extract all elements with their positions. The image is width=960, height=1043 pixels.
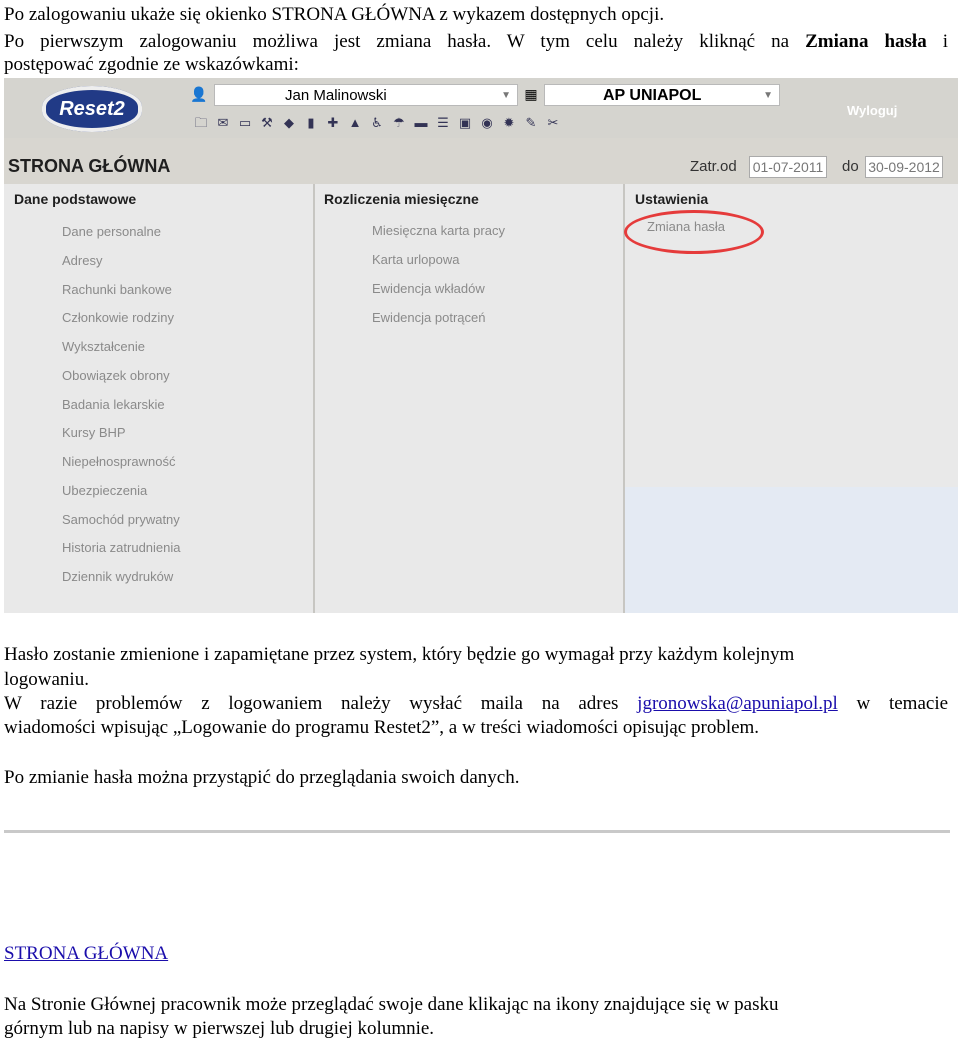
folder-icon[interactable]: 🗀 bbox=[194, 115, 208, 130]
section-heading-link[interactable]: STRONA GŁÓWNA bbox=[4, 943, 169, 964]
page-title: STRONA GŁÓWNA bbox=[8, 156, 171, 176]
book-icon[interactable]: ◆ bbox=[284, 115, 294, 130]
col1-item[interactable]: Adresy bbox=[62, 252, 103, 268]
logout-button[interactable]: Wyloguj bbox=[847, 103, 898, 118]
company-select[interactable] bbox=[544, 84, 780, 106]
card-icon[interactable]: ▭ bbox=[238, 115, 252, 130]
col1-item[interactable]: Dane personalne bbox=[62, 224, 162, 239]
app-screenshot bbox=[4, 78, 958, 613]
col1-item[interactable]: Ubezpieczenia bbox=[62, 482, 148, 498]
extinguisher-icon[interactable]: ▲ bbox=[348, 115, 362, 130]
col1-item[interactable]: Samochód prywatny bbox=[62, 511, 180, 527]
col1-item[interactable]: Obowiązek obrony bbox=[62, 367, 170, 383]
medkit-icon[interactable]: ✚ bbox=[327, 115, 339, 130]
col2-item[interactable]: Ewidencja potrąceń bbox=[372, 310, 486, 325]
col2-item[interactable]: Karta urlopowa bbox=[372, 252, 460, 267]
globe-icon[interactable]: ◉ bbox=[481, 115, 493, 130]
section-line-1: Na Stronie Głównej pracownik może przeglądać swoje dane klikając na ikony znajdujące się w pasku bbox=[4, 994, 779, 1015]
intro-line-2-text: Po pierwszym zalogowaniu możliwa jest zmiana hasła. W tym celu należy kliknąć na bbox=[4, 31, 790, 52]
car-icon[interactable]: ▬ bbox=[414, 115, 428, 130]
user-select-value: Jan Malinowski bbox=[285, 87, 387, 104]
column-rozliczenia bbox=[315, 184, 623, 613]
col1-header: Dane podstawowe bbox=[14, 191, 137, 207]
col2-item[interactable]: Miesięczna karta pracy bbox=[372, 223, 505, 238]
highlight-circle bbox=[624, 210, 764, 254]
empty-panel bbox=[625, 487, 958, 613]
toolbar-icons bbox=[192, 114, 562, 134]
para2-line-1: Hasło zostanie zmienione i zapamiętane przez system, który będzie go wymagał przy każdym kolejnym bbox=[4, 644, 795, 665]
para2-line-4: wiadomości wpisując „Logowanie do programu Restet2”, a w treści wiadomości opisując problem. bbox=[4, 717, 760, 738]
col3-item[interactable]: Zmiana hasła bbox=[647, 219, 726, 234]
para3: Po zmianie hasła można przystąpić do przeglądania swoich danych. bbox=[4, 767, 520, 788]
para2-line-3-end: w temacie bbox=[856, 693, 949, 714]
col2-header: Rozliczenia miesięczne bbox=[324, 191, 479, 207]
intro-bold-zmiana-hasla: Zmiana hasła bbox=[805, 31, 927, 52]
app-topbar bbox=[4, 78, 958, 138]
list-icon[interactable]: ☰ bbox=[437, 115, 449, 130]
app-titlebar bbox=[4, 150, 958, 184]
intro-line-1: Po zalogowaniu ukaże się okienko STRONA GŁÓWNA z wykazem dostępnych opcji. bbox=[4, 4, 665, 25]
intro-line-2-end: i bbox=[942, 31, 949, 52]
col1-item[interactable]: Dziennik wydruków bbox=[62, 569, 174, 584]
sun-icon[interactable]: ✹ bbox=[503, 115, 515, 130]
mail-icon[interactable]: ✉ bbox=[217, 115, 229, 130]
bottle-icon[interactable]: ▮ bbox=[307, 115, 315, 130]
section-line-2: górnym lub na napisy w pierwszej lub drugiej kolumnie. bbox=[4, 1018, 435, 1039]
scissors-icon[interactable]: ✂ bbox=[547, 115, 559, 130]
col1-item[interactable]: Kursy BHP bbox=[62, 425, 126, 441]
company-select-value: AP UNIAPOL bbox=[603, 87, 702, 104]
umbrella-icon[interactable]: ☂ bbox=[393, 115, 405, 130]
horizontal-rule bbox=[4, 830, 950, 833]
col1-item[interactable]: Członkowie rodziny bbox=[62, 310, 174, 326]
col1-item[interactable]: Badania lekarskie bbox=[62, 396, 165, 412]
reset2-logo: Reset2 bbox=[42, 86, 142, 132]
col1-item[interactable]: Niepełnosprawność bbox=[62, 454, 176, 469]
chevron-down-icon: ▼ bbox=[763, 90, 773, 101]
section-heading bbox=[4, 942, 168, 966]
building-icon: ▦ bbox=[524, 86, 538, 102]
user-icon: 👤 bbox=[190, 86, 208, 102]
chevron-down-icon: ▼ bbox=[501, 90, 511, 101]
col1-item[interactable]: Wykształcenie bbox=[62, 339, 145, 354]
para2-line-2: logowaniu. bbox=[4, 669, 89, 690]
intro-line-3: postępować zgodnie ze wskazówkami: bbox=[4, 54, 299, 75]
date-from-label: Zatr.od bbox=[690, 158, 737, 175]
email-link[interactable]: jgronowska@apuniapol.pl bbox=[637, 693, 838, 714]
pencil-icon[interactable]: ✎ bbox=[525, 115, 537, 130]
col2-item[interactable]: Ewidencja wkładów bbox=[372, 281, 485, 296]
para2-line-3 bbox=[4, 692, 948, 716]
para2-line-3-text: W razie problemów z logowaniem należy wysłać maila na adres bbox=[4, 693, 619, 714]
date-from-field[interactable]: 01-07-2011 bbox=[749, 156, 827, 178]
col3-header: Ustawienia bbox=[635, 191, 709, 207]
save-icon[interactable]: ▣ bbox=[458, 115, 472, 130]
wheelchair-icon[interactable]: ♿ bbox=[371, 115, 383, 130]
col1-item[interactable]: Historia zatrudnienia bbox=[62, 540, 181, 556]
date-to-label: do bbox=[842, 158, 859, 175]
date-to-field[interactable]: 30-09-2012 bbox=[865, 156, 943, 178]
tools-icon[interactable]: ⚒ bbox=[261, 115, 273, 130]
col1-item[interactable]: Rachunki bankowe bbox=[62, 281, 172, 297]
user-select[interactable] bbox=[214, 84, 518, 106]
intro-line-2 bbox=[4, 30, 948, 54]
